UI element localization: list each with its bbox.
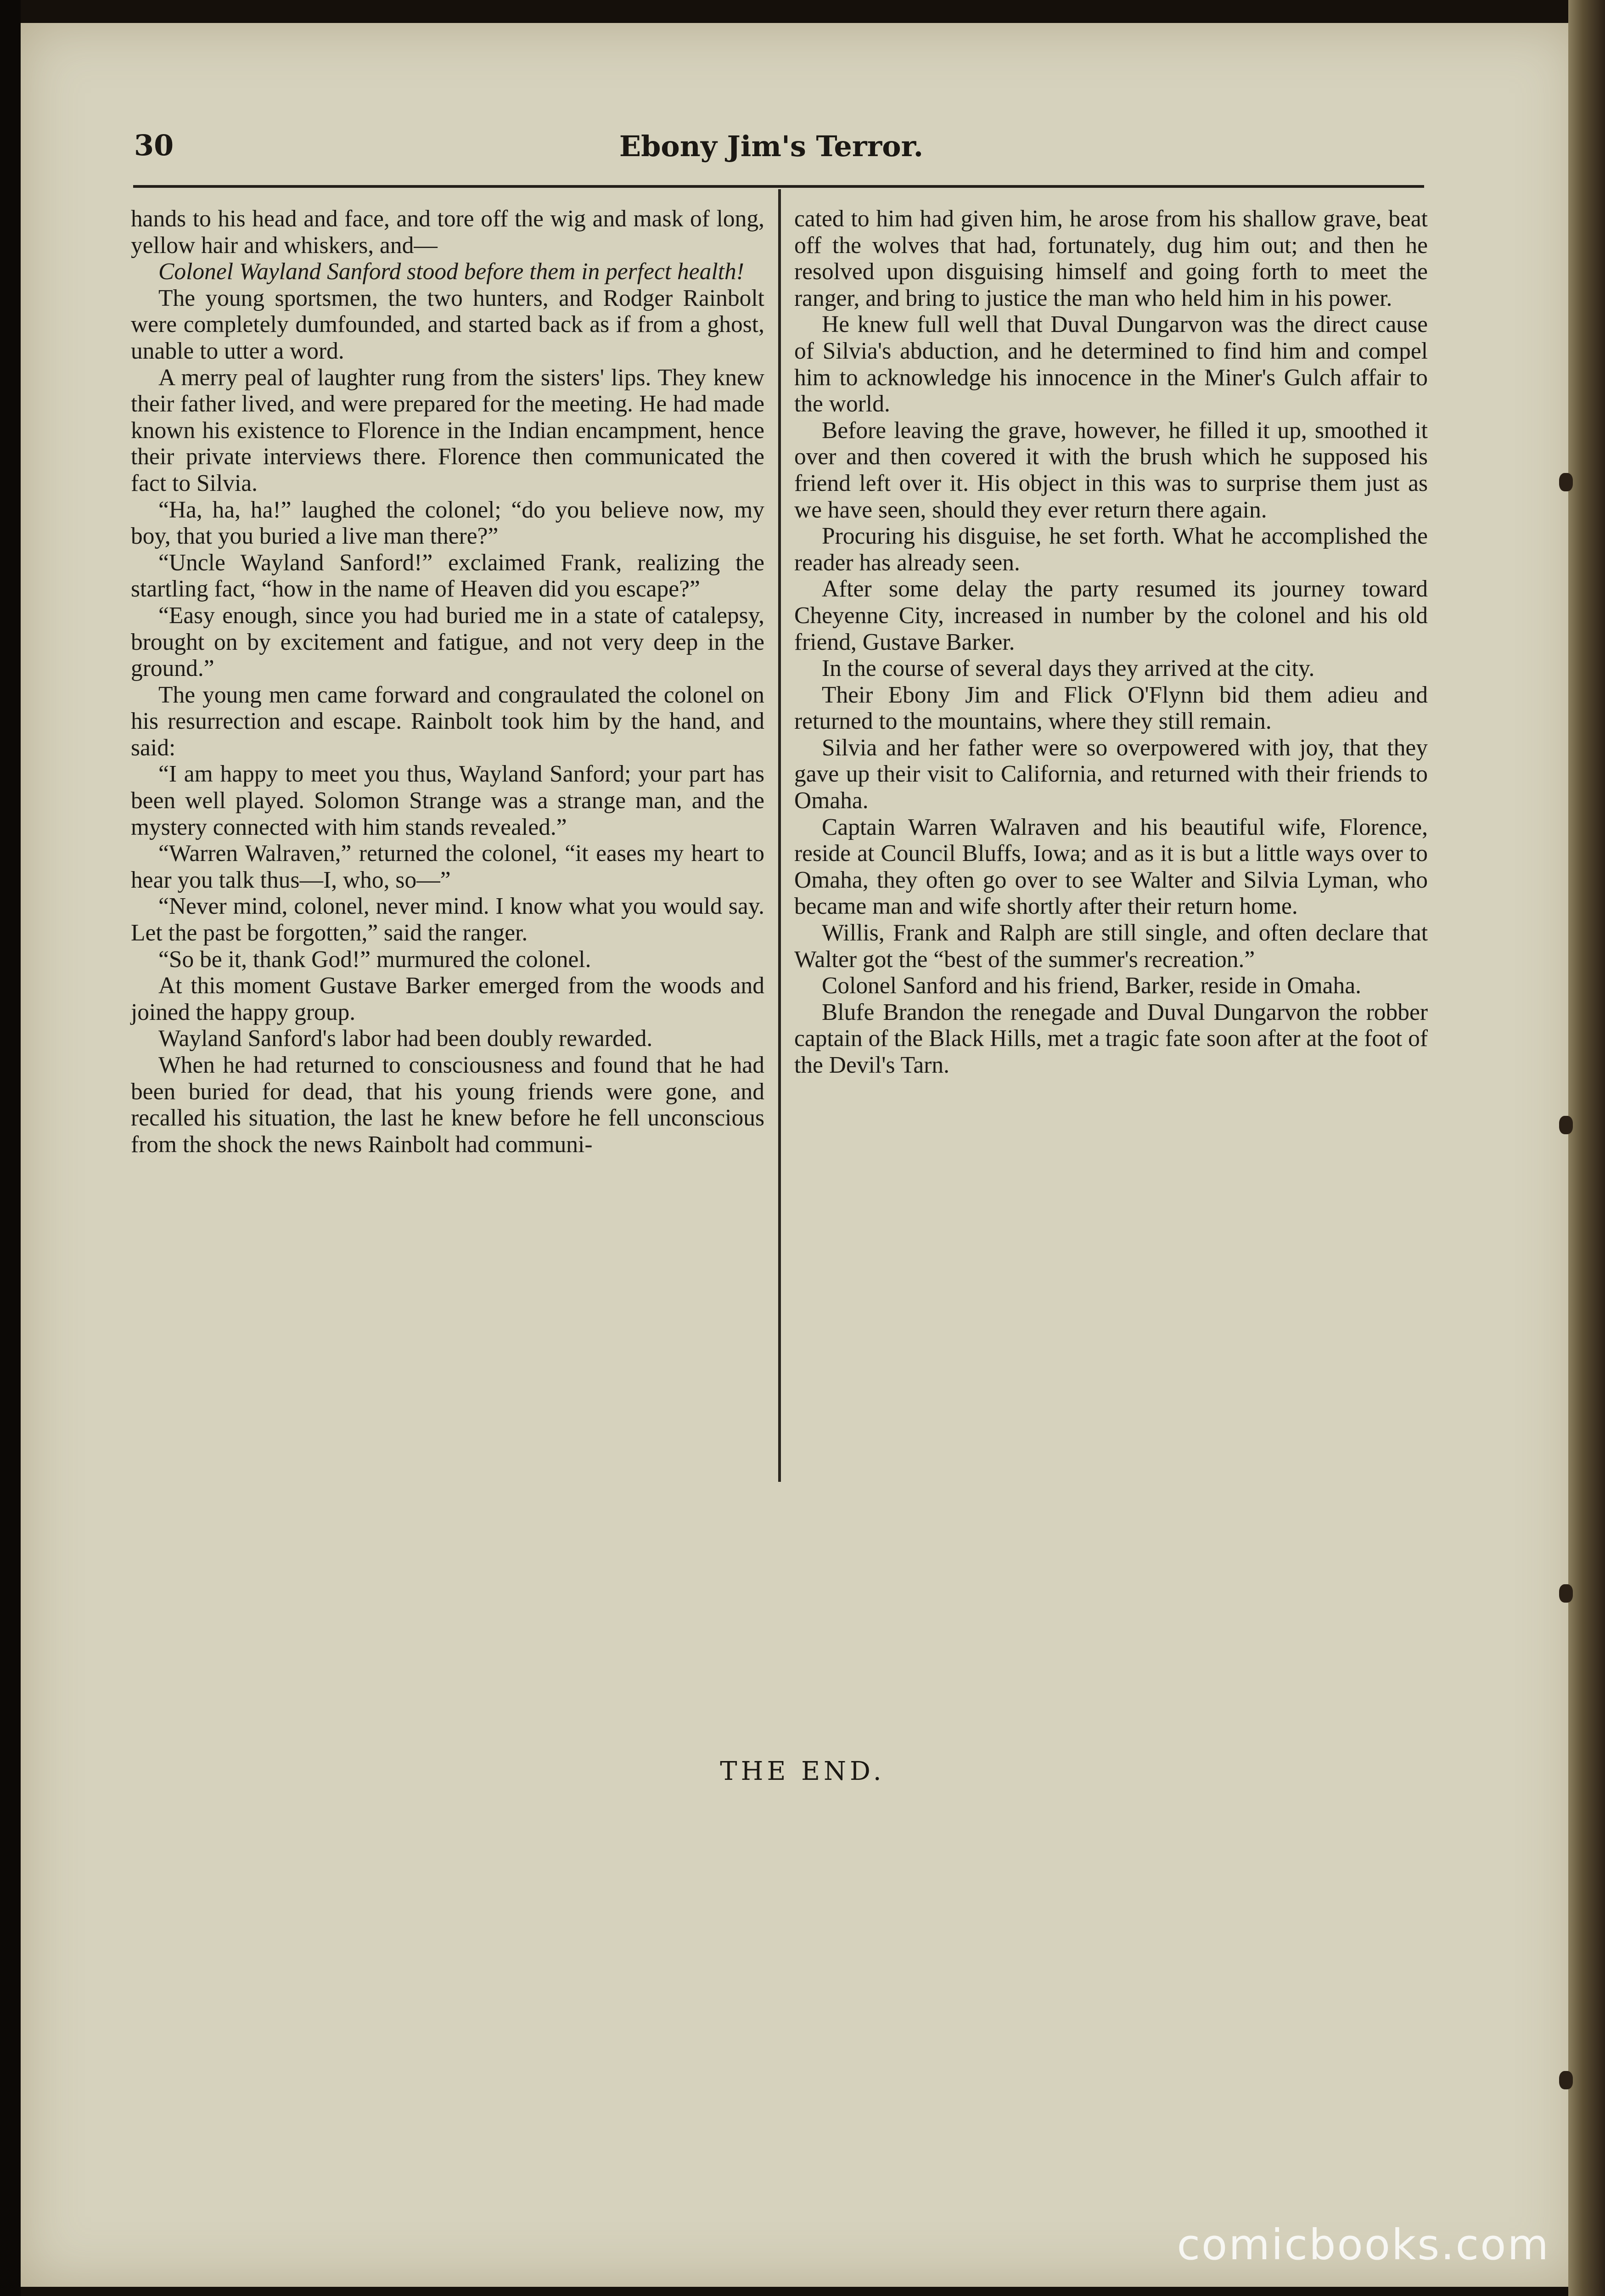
paragraph: In the course of several days they arrived at the city.: [822, 655, 1315, 682]
page-number: 30: [134, 129, 174, 162]
paragraph: “Ha, ha, ha!” laughed the colonel; “do you believe now, my boy, that you buried a live man there?”: [131, 496, 764, 550]
paragraph: Captain Warren Walraven and his beautiful wife, Florence, reside at Council Bluffs, Iowa; and as it is but a little ways over to Omaha, they often go over to see Walter and Silvia Lyman, who became man and wife shortly after their return home.: [794, 814, 1428, 920]
running-title: Ebony Jim's Terror.: [619, 129, 924, 163]
paragraph: “Never mind, colonel, never mind. I know what you would say. Let the past be forgotten,” said the ranger.: [131, 893, 764, 946]
paragraph: Blufe Brandon the renegade and Duval Dungarvon the robber captain of the Black Hills, met a tragic fate soon after at the foot of the Devil's Tarn.: [794, 999, 1428, 1078]
paragraph: Willis, Frank and Ralph are still single, and often declare that Walter got the “best of the summer's recreation.”: [794, 920, 1428, 973]
paragraph: After some delay the party resumed its journey toward Cheyenne City, increased in number by the colonel and his old friend, Gustave Barker.: [794, 576, 1428, 655]
page-tab-mark: [1559, 1584, 1573, 1603]
paragraph: The young men came forward and congraulated the colonel on his resurrection and escape. Rainbolt took him by the hand, and said:: [131, 681, 764, 761]
paragraph: At this moment Gustave Barker emerged from the woods and joined the happy group.: [131, 973, 764, 1025]
running-header: [115, 124, 1428, 165]
paragraph: “Uncle Wayland Sanford!” exclaimed Frank, realizing the startling fact, “how in the name of Heaven did you escape?”: [131, 549, 764, 602]
right-column: [794, 206, 1428, 1079]
the-end-label: THE END.: [720, 1756, 885, 1786]
paragraph: hands to his head and face, and tore off the wig and mask of long, yellow hair and whiskers, and—: [131, 206, 764, 259]
paragraph: Wayland Sanford's labor had been doubly rewarded.: [158, 1025, 653, 1052]
binding-spine: [0, 0, 21, 2296]
paragraph: “So be it, thank God!” murmured the colonel.: [158, 946, 591, 973]
header-rule: [133, 185, 1424, 188]
paragraph: Before leaving the grave, however, he filled it up, smoothed it over and then covered it with the brush which he supposed his friend left over it. His object in this was to surprise them just as we have seen, should they ever return there again.: [794, 417, 1428, 523]
paragraph: Their Ebony Jim and Flick O'Flynn bid them adieu and returned to the mountains, where they still remain.: [794, 681, 1428, 735]
page-tab-mark: [1559, 1116, 1573, 1134]
paragraph: Colonel Wayland Sanford stood before them in perfect health!: [158, 259, 744, 285]
page-tab-mark: [1559, 473, 1573, 491]
paragraph: cated to him had given him, he arose from his shallow grave, beat off the wolves that had, fortunately, dug him out; and then he resolved upon disguising himself and going forth to meet the ranger, and bring to justice the man who held him in his power.: [794, 206, 1428, 311]
paragraph: “Warren Walraven,” returned the colonel, “it eases my heart to hear you talk thus—I, who, so—”: [131, 840, 764, 893]
column-divider: [778, 189, 781, 1482]
left-column: [131, 206, 764, 1158]
paragraph: Silvia and her father were so overpowered with joy, that they gave up their visit to California, and returned with their friends to Omaha.: [794, 734, 1428, 814]
paragraph: “Easy enough, since you had buried me in a state of catalepsy, brought on by excitement and fatigue, and not very deep in the ground.”: [131, 602, 764, 682]
paragraph: Colonel Sanford and his friend, Barker, reside in Omaha.: [822, 973, 1361, 999]
page-tab-mark: [1559, 2071, 1573, 2089]
paragraph: A merry peal of laughter rung from the sisters' lips. They knew their father lived, and were prepared for the meeting. He had made known his existence to Florence in the Indian encampment, hence their private interviews there. Florence then communicated the fact to Silvia.: [131, 364, 764, 496]
paragraph: The young sportsmen, the two hunters, and Rodger Rainbolt were completely dumfounded, and started back as if from a ghost, unable to utter a word.: [131, 285, 764, 364]
watermark: comicbooks.com: [1177, 2220, 1550, 2269]
paragraph: “I am happy to meet you thus, Wayland Sanford; your part has been well played. Solomon Strange was a strange man, and the mystery connected with him stands revealed.”: [131, 761, 764, 840]
paragraph: When he had returned to consciousness and found that he had been buried for dead, that his young friends were gone, and recalled his situation, the last he knew before he fell unconscious from the shock the news Rainbolt had communi-: [131, 1052, 764, 1158]
page-edge: [1568, 0, 1605, 2296]
paragraph: He knew full well that Duval Dungarvon was the direct cause of Silvia's abduction, and he determined to find him and compel him to acknowledge his innocence in the Miner's Gulch affair to the world.: [794, 311, 1428, 417]
paragraph: Procuring his disguise, he set forth. What he accomplished the reader has already seen.: [794, 523, 1428, 576]
